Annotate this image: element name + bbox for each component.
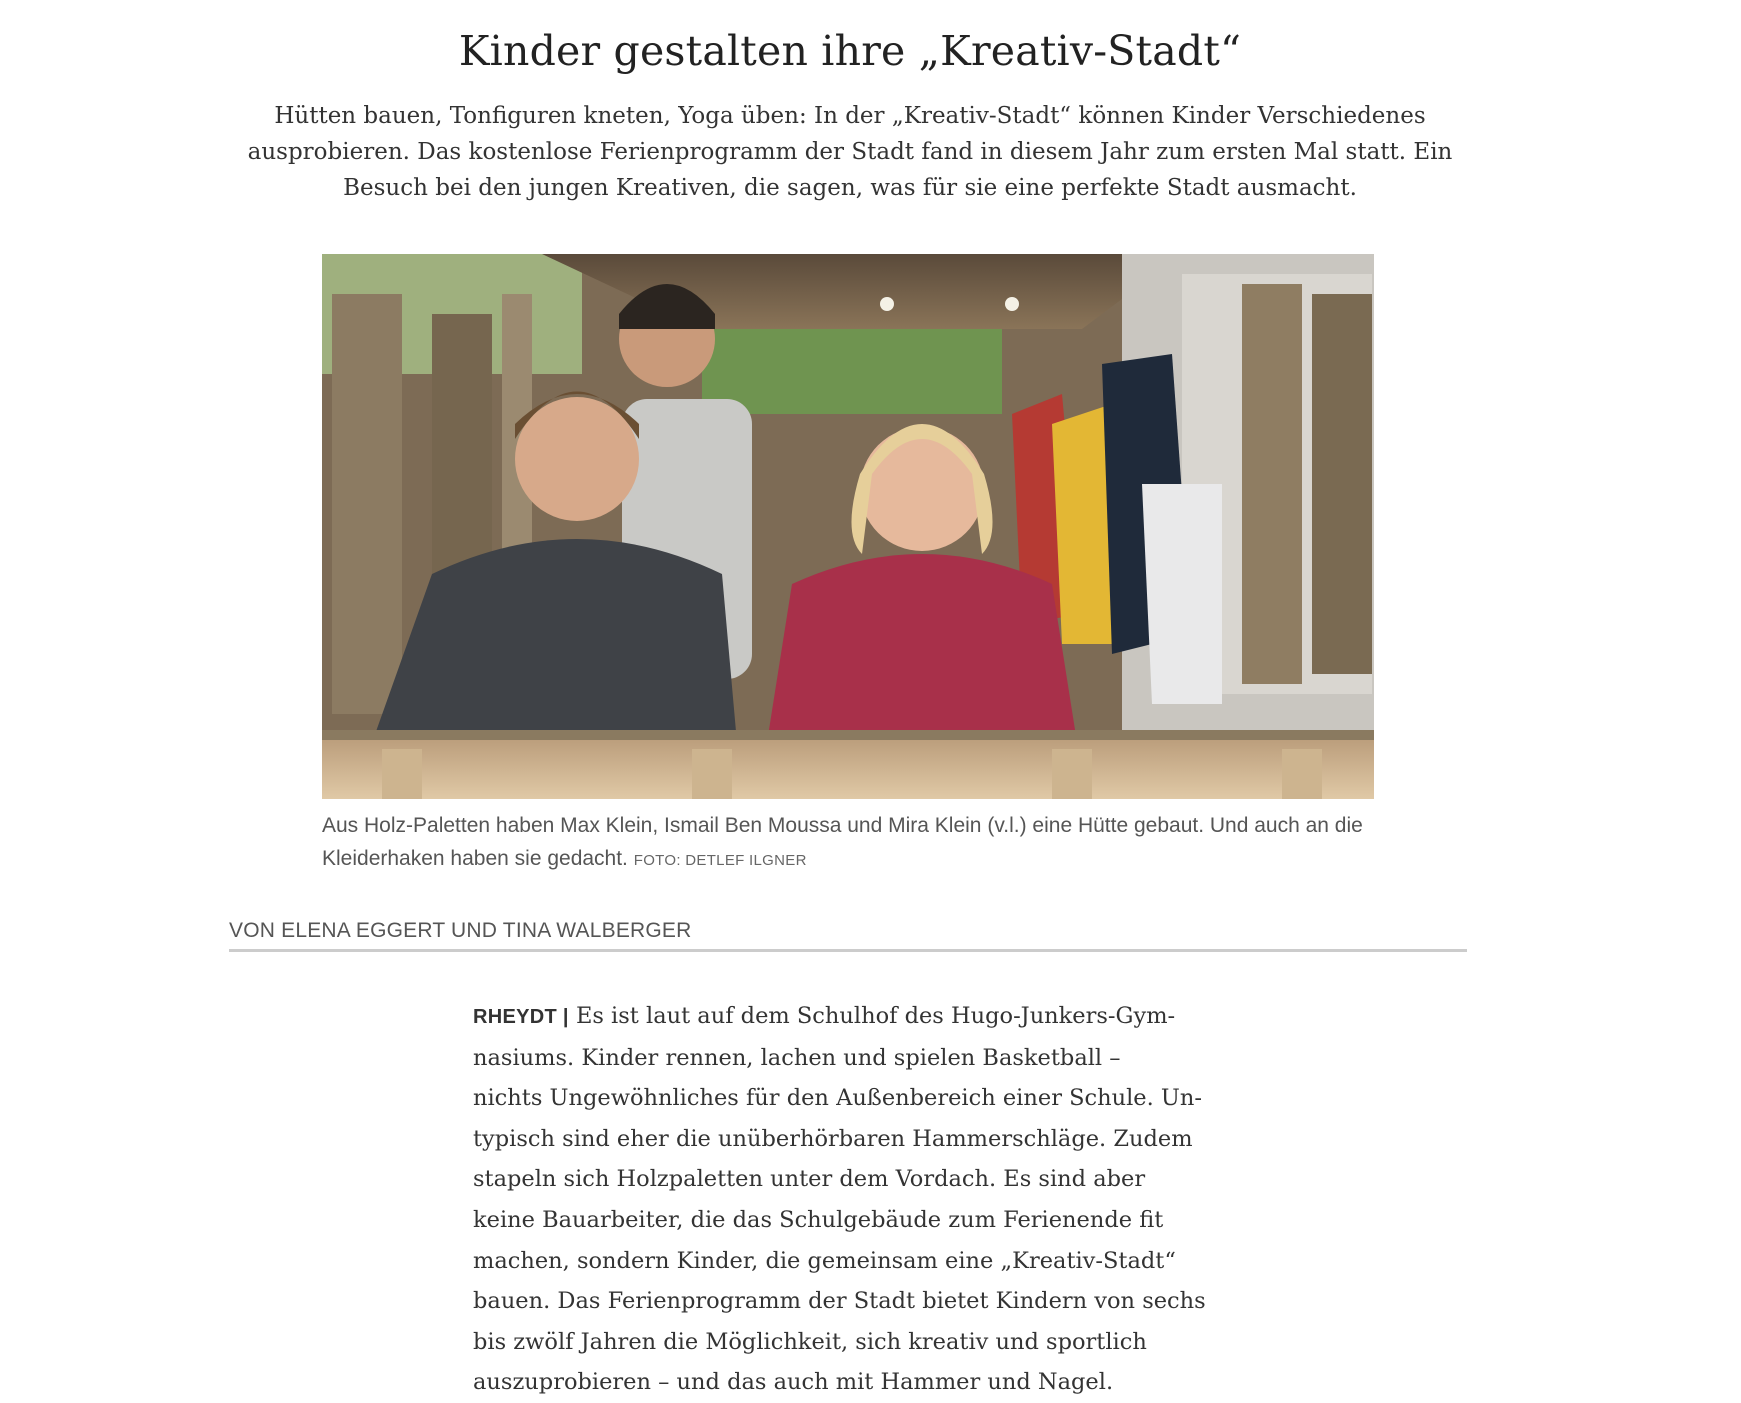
body-line: nichts Ungewöhnliches für den Außenbereich einer Schule. Un- [473,1085,1202,1112]
photo-caption [322,799,1374,877]
body-line: nasiums. Kinder rennen, lachen und spielen Basketball – [473,1044,1121,1071]
caption-text: Aus Holz-Paletten haben Max Klein, Ismail Ben Moussa und Mira Klein (v.l.) eine Hütte gebaut. Und auch an die Kleiderhaken haben sie gedacht. [322,814,1363,870]
article-figure [322,254,1374,877]
body-line: Es ist laut auf dem Schulhof des Hugo-Junkers-Gym- [575,1003,1176,1029]
body-line: bauen. Das Ferienprogramm der Stadt bietet Kindern von sechs [473,1288,1206,1315]
body-line: typisch sind eher die unüberhörbaren Hammerschläge. Zudem [473,1125,1193,1152]
article-teaser: Hütten bauen, Tonfiguren kneten, Yoga üben: In der „Kreativ-Stadt“ können Kinder Verschiedenes ausprobieren. Das kostenlose Ferienprogramm der Stadt fand in diesem Jahr zum ersten Mal statt. Ein Besuch bei den jungen Kreativen, die sagen, was für sie eine perfekte Stadt ausmacht. [247,103,1453,201]
body-line: bis zwölf Jahren die Möglichkeit, sich kreativ und sportlich [473,1328,1147,1355]
body-line: auszuprobieren – und das auch mit Hammer und Nagel. [473,1369,1114,1396]
article-dateline: RHEYDT | [473,1006,569,1028]
article-headline: Kinder gestalten ihre „Kreativ-Stadt“ [458,27,1242,75]
photo-credit: FOTO: DETLEF ILGNER [633,852,807,869]
article-body [473,996,1243,1403]
body-line: machen, sondern Kinder, die gemeinsam eine „Kreativ-Stadt“ [473,1247,1176,1274]
body-line: keine Bauarbeiter, die das Schulgebäude zum Ferienende fit [473,1206,1164,1233]
article-byline: VON ELENA EGGERT UND TINA WALBERGER [229,916,1467,952]
article-photo[interactable] [322,254,1374,799]
body-line: stapeln sich Holzpaletten unter dem Vordach. Es sind aber [473,1166,1146,1193]
